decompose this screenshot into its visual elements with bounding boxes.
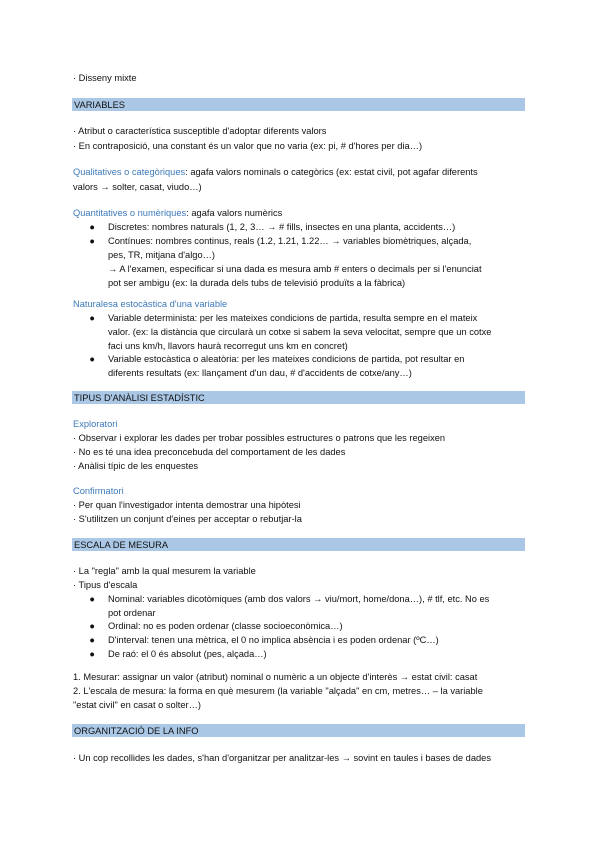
bullet-icon: ● bbox=[89, 236, 95, 246]
section-title: VARIABLES bbox=[74, 100, 125, 110]
list-item-cont: → A l'examen, especificar si una dada es mesura amb # enters o decimals per si l'enunciat bbox=[108, 264, 482, 274]
bullet-icon: ● bbox=[89, 354, 95, 364]
text-line: · Un cop recollides les dades, s'han d'organitzar per analitzar-les → sovint en taules i bases de dades bbox=[73, 753, 492, 763]
numbered-line: "estat civil" en casat o solter…) bbox=[73, 700, 202, 710]
list-item: De raó: el 0 és absolut (pes, alçada…) bbox=[108, 649, 267, 659]
bullet-icon: ● bbox=[89, 635, 95, 645]
section-header-organitzacio bbox=[72, 724, 525, 737]
text-line: valors → solter, casat, viudo…) bbox=[73, 182, 202, 192]
subheading-naturalesa: Naturalesa estocàstica d'una variable bbox=[73, 299, 228, 309]
subheading-quantitatives: Quantitatives o numèriques bbox=[73, 208, 187, 218]
list-item: Variable estocàstica o aleatòria: per les mateixes condicions de partida, pot resultar en bbox=[108, 354, 465, 364]
bullet-icon: ● bbox=[89, 313, 95, 323]
section-header-tipus bbox=[72, 391, 525, 404]
subheading-qualitatives: Qualitatives o categòriques bbox=[73, 167, 186, 177]
qualitatives-line bbox=[73, 166, 533, 178]
list-item-cont: pot ordenar bbox=[108, 608, 156, 618]
numbered-line: 2. L'escala de mesura: la forma en què mesurem (la variable "alçada" en cm, metres… – la variable bbox=[73, 686, 483, 696]
text-line: · La "regla" amb la qual mesurem la variable bbox=[73, 566, 256, 576]
text-line: · En contraposició, una constant és un valor que no varia (ex: pi, # d'hores per dia…) bbox=[73, 141, 423, 151]
text-line: · Per quan l'investigador intenta demostrar una hipòtesi bbox=[73, 500, 301, 510]
list-item-cont: diferents resultats (ex: llançament d'un dau, # d'accidents de cotxe/any…) bbox=[108, 368, 412, 378]
text-span: : agafa valors nominals o categòrics (ex: estat civil, pot agafar diferents bbox=[185, 167, 478, 177]
subheading-exploratori: Exploratori bbox=[73, 419, 118, 429]
numbered-line: 1. Mesurar: assignar un valor (atribut) nominal o numèric a un objecte d'interès → estat civil: casat bbox=[73, 672, 478, 682]
intro-line: · Disseny mixte bbox=[73, 73, 137, 83]
text-line: · S'utilitzen un conjunt d'eines per acceptar o rebutjar-la bbox=[73, 514, 302, 524]
text-span: : agafa valors numèrics bbox=[186, 208, 283, 218]
text-line: · Tipus d'escala bbox=[73, 580, 138, 590]
bullet-icon: ● bbox=[89, 649, 95, 659]
text-line: · Atribut o característica susceptible d'adoptar diferents valors bbox=[73, 126, 327, 136]
text-line: · Observar i explorar les dades per trobar possibles estructures o patrons que les regeixen bbox=[73, 433, 446, 443]
bullet-icon: ● bbox=[89, 594, 95, 604]
text-line: · Anàlisi típic de les enquestes bbox=[73, 461, 199, 471]
list-item: Ordinal: no es poden ordenar (classe socioeconòmica…) bbox=[108, 621, 343, 631]
quantitatives-line bbox=[73, 207, 533, 219]
list-item-cont: valor. (ex: la distància que circularà un cotxe si sabem la seva velocitat, sempre que un cotxe bbox=[108, 327, 492, 337]
list-item-cont: pes, TR, mitjana d'algo…) bbox=[108, 250, 216, 260]
section-header-escala bbox=[72, 538, 525, 551]
list-item: Discretes: nombres naturals (1, 2, 3… → # fills, insectes en una planta, accidents…) bbox=[108, 222, 456, 232]
section-title: ESCALA DE MESURA bbox=[74, 540, 169, 550]
section-header-variables bbox=[72, 98, 525, 111]
list-item-cont: pot ser ambigu (ex: la durada dels tubs de televisió produïts a la fàbrica) bbox=[108, 278, 406, 288]
list-item: Nominal: variables dicotòmiques (amb dos valors → viu/mort, home/dona…), # tlf, etc. No es bbox=[108, 594, 490, 604]
list-item: Contínues: nombres continus, reals (1.2, 1.21, 1.22… → variables biomètriques, alçada, bbox=[108, 236, 472, 246]
list-item: D'interval: tenen una mètrica, el 0 no implica absència i es poden ordenar (ºC…) bbox=[108, 635, 439, 645]
text-line: · No es té una idea preconcebuda del comportament de les dades bbox=[73, 447, 346, 457]
subheading-confirmatori: Confirmatori bbox=[73, 486, 124, 496]
section-title: TIPUS D'ANÀLISI ESTADÍSTIC bbox=[74, 393, 205, 403]
list-item: Variable determinista: per les mateixes condicions de partida, resulta sempre en el mateix bbox=[108, 313, 478, 323]
bullet-icon: ● bbox=[89, 222, 95, 232]
section-title: ORGANITZACIÓ DE LA INFO bbox=[74, 726, 199, 736]
bullet-icon: ● bbox=[89, 621, 95, 631]
list-item-cont: faci uns km/h, llavors haurà recorregut uns km en concret) bbox=[108, 341, 348, 351]
